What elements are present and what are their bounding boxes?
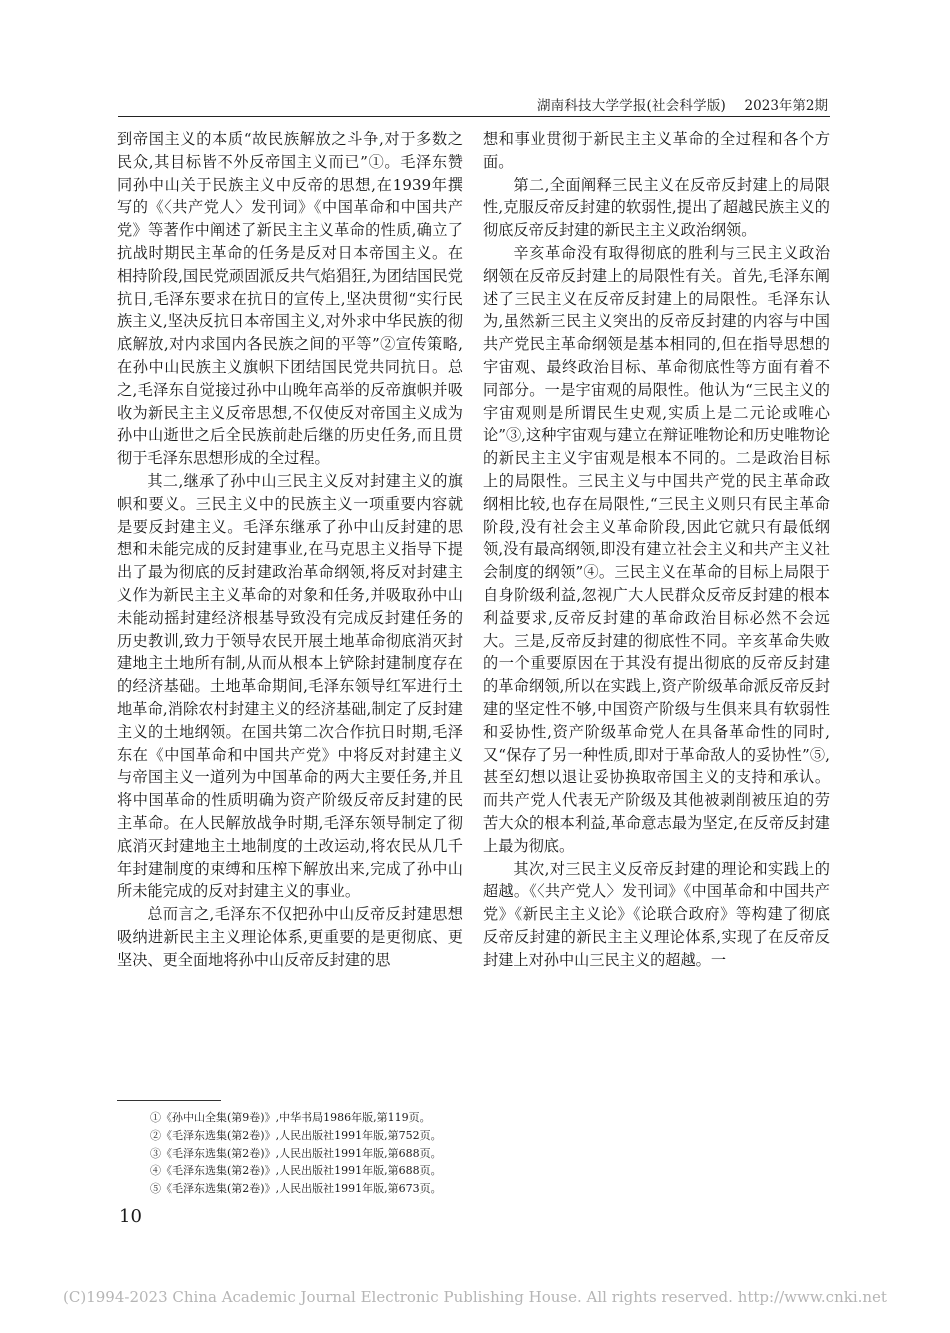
paragraph: 想和事业贯彻于新民主主义革命的全过程和各个方面。 xyxy=(483,130,830,171)
footnote: ⑤《毛泽东选集(第2卷)》,人民出版社1991年版,第673页。 xyxy=(150,1182,442,1196)
footnote-divider xyxy=(117,1100,221,1101)
running-header xyxy=(118,94,830,117)
copyright-watermark: (C)1994-2023 China Academic Journal Electronic Publishing House. All rights reserved. http://www.cnki.net xyxy=(63,1288,887,1306)
paragraph: 其次,对三民主义反帝反封建的理论和实践上的超越。《〈共产党人〉发刊词》《中国革命和中国共产党》《新民主主义论》《论联合政府》等构建了彻底反帝反封建的新民主主义理论体系,实现了在反帝反封建上对孙中山三民主义的超越。一 xyxy=(483,859,830,969)
right-column xyxy=(483,128,830,971)
journal-title: 湖南科技大学学报(社会科学版) xyxy=(536,98,726,114)
issue-number: 2023年第2期 xyxy=(744,98,828,114)
paragraph: 总而言之,毛泽东不仅把孙中山反帝反封建思想吸纳进新民主主义理论体系,更重要的是更彻底、更坚决、更全面地将孙中山反帝反封建的思 xyxy=(117,905,463,969)
page-number: 10 xyxy=(119,1206,142,1227)
paragraph: 其二,继承了孙中山三民主义反对封建主义的旗帜和要义。三民主义中的民族主义一项重要内容就是要反封建主义。毛泽东继承了孙中山反封建的思想和未能完成的反封建事业,在马克思主义指导下提出了最为彻底的反封建政治革命纲领,将反对封建主义作为新民主主义革命的对象和任务,并吸取孙中山未能动摇封建经济根基导致没有完成反封建任务的历史教训,致力于领导农民开展土地革命彻底消灭封建地主土地所有制,从而从根本上铲除封建制度存在的经济基础。土地革命期间,毛泽东领导红军进行土地革命,消除农村封建主义的经济基础,制定了反封建主义的土地纲领。在国共第二次合作抗日时期,毛泽东在《中国革命和中国共产党》中将反对封建主义与帝国主义一道列为中国革命的两大主要任务,并且将中国革命的性质明确为资产阶级反帝反封建的民主革命。在人民解放战争时期,毛泽东领导制定了彻底消灭封建地主土地制度的土改运动,将农民从几千年封建制度的束缚和压榨下解放出来,完成了孙中山所未能完成的反对封建主义的事业。 xyxy=(117,471,463,901)
paragraph: 辛亥革命没有取得彻底的胜利与三民主义政治纲领在反帝反封建上的局限性有关。首先,毛泽东阐述了三民主义在反帝反封建上的局限性。毛泽东认为,虽然新三民主义突出的反帝反封建的内容与中国共产党民主革命纲领是基本相同的,但在指导思想的宇宙观、最终政治目标、革命彻底性等方面有着不同部分。一是宇宙观的局限性。他认为“三民主义的宇宙观则是所谓民生史观,实质上是二元论或唯心论”③,这种宇宙观与建立在辩证唯物论和历史唯物论的新民主主义宇宙观是根本不同的。二是政治目标上的局限性。三民主义与中国共产党的民主革命政纲相比较,也存在局限性,“三民主义则只有民主革命阶段,没有社会主义革命阶段,因此它就只有最低纲领,没有最高纲领,即没有建立社会主义和共产主义社会制度的纲领”④。三民主义在革命的目标上局限于自身阶级利益,忽视广大人民群众反帝反封建的根本利益要求,反帝反封建的革命政治目标必然不会远大。三是,反帝反封建的彻底性不同。辛亥革命失败的一个重要原因在于其没有提出彻底的反帝反封建的革命纲领,所以在实践上,资产阶级革命派反帝反封建的坚定性不够,中国资产阶级与生俱来具有软弱性和妥协性,资产阶级革命党人在具备革命性的同时,又“保存了另一种性质,即对于革命敌人的妥协性”⑤,甚至幻想以退让妥协换取帝国主义的支持和承认。而共产党人代表无产阶级及其他被剥削被压迫的劳苦大众的根本利益,革命意志最为坚定,在反帝反封建上最为彻底。 xyxy=(483,243,830,855)
footnote: ③《毛泽东选集(第2卷)》,人民出版社1991年版,第688页。 xyxy=(150,1146,442,1160)
paragraph: 第二,全面阐释三民主义在反帝反封建上的局限性,克服反帝反封建的软弱性,提出了超越民族主义的彻底反帝反封建的新民主主义政治纲领。 xyxy=(483,175,830,240)
footnote: ④《毛泽东选集(第2卷)》,人民出版社1991年版,第688页。 xyxy=(150,1164,442,1178)
paragraph: 到帝国主义的本质“故民族解放之斗争,对于多数之民众,其目标皆不外反帝国主义而已”①。毛泽东赞同孙中山关于民族主义中反帝的思想,在1939年撰写的《〈共产党人〉发刊词》《中国革命和中国共产党》等著作中阐述了新民主主义革命的性质,确立了抗战时期民主革命的任务是反对日本帝国主义。在相持阶段,国民党顽固派反共气焰猖狂,为团结国民党抗日,毛泽东要求在抗日的宣传上,坚决贯彻“实行民族主义,坚决反抗日本帝国主义,对外求中华民族的彻底解放,对内求国内各民族之间的平等”②宣传策略,在孙中山民族主义旗帜下团结国民党共同抗日。总之,毛泽东自觉接过孙中山晚年高举的反帝旗帜并吸收为新民主主义反帝思想,不仅使反对帝国主义成为孙中山逝世之后全民族前赴后继的历史任务,而且贯彻于毛泽东思想形成的全过程。 xyxy=(117,130,463,468)
footnote: ②《毛泽东选集(第2卷)》,人民出版社1991年版,第752页。 xyxy=(150,1128,442,1142)
footnote: ①《孙中山全集(第9卷)》,中华书局1986年版,第119页。 xyxy=(150,1111,431,1124)
footnotes xyxy=(150,1109,480,1198)
left-column xyxy=(117,128,463,971)
